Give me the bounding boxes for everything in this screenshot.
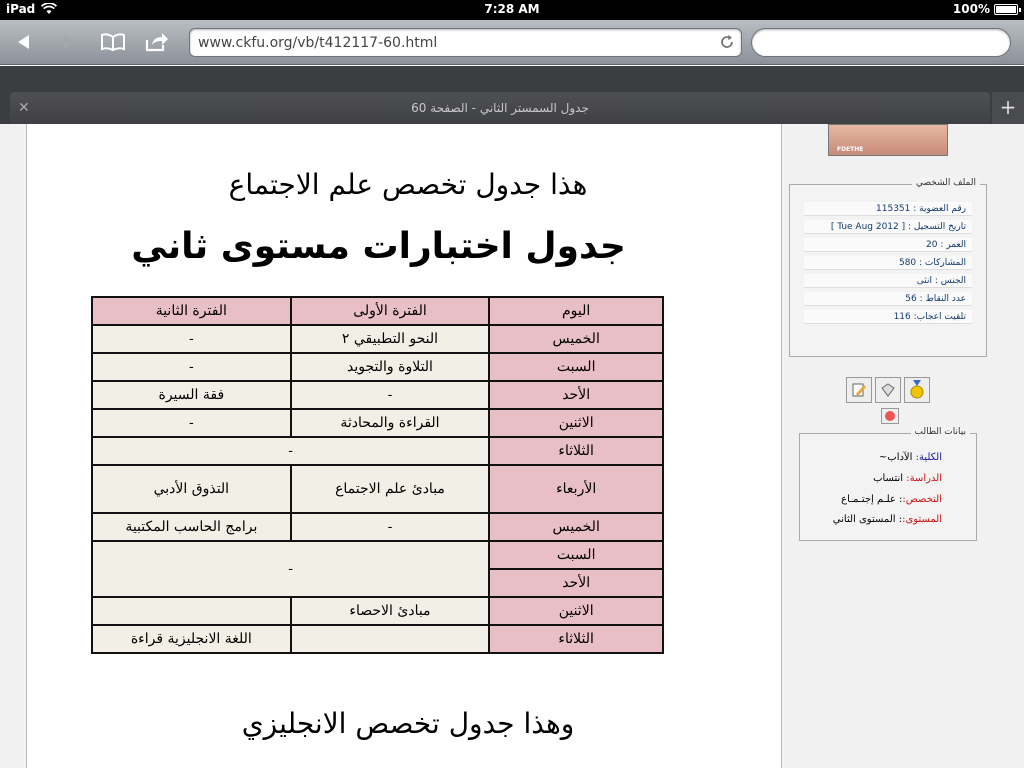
period1-cell — [291, 625, 490, 653]
level-value: : المستوى الثاني — [832, 514, 903, 525]
day-cell: الاثنين — [489, 409, 663, 437]
profile-member-id: رقم العضوية : 115351 — [804, 202, 972, 216]
period1-cell: - — [291, 513, 490, 541]
day-cell: الثلاثاء — [489, 625, 663, 653]
edit-icon[interactable] — [846, 377, 872, 403]
profile-box — [789, 178, 987, 357]
search-field[interactable] — [751, 28, 1011, 57]
college-label: الكلية: — [915, 452, 942, 463]
period2-cell: فقة السيرة — [92, 381, 291, 409]
schedule-table — [91, 296, 664, 654]
profile-likes: تلقيت اعجاب: 116 — [804, 310, 972, 324]
student-college — [879, 452, 942, 463]
day-cell: السبت — [489, 541, 663, 569]
user-action-icons — [846, 377, 930, 403]
medal-icon[interactable] — [904, 377, 930, 403]
profile-gender: الجنس : انثى — [804, 274, 972, 288]
profile-posts: المشاركات : 580 — [804, 256, 972, 270]
student-title: بيانات الطالب — [911, 427, 971, 437]
browser-toolbar — [0, 20, 1024, 65]
period2-cell: - — [92, 353, 291, 381]
header-period1: الفترة الأولى — [291, 297, 490, 325]
header-day: اليوم — [489, 297, 663, 325]
day-cell: الثلاثاء — [489, 437, 663, 465]
table-row — [92, 597, 663, 625]
major-value: : علـم إجتـمـاع — [841, 494, 903, 505]
table-row — [92, 625, 663, 653]
web-page — [0, 124, 1024, 768]
avatar[interactable] — [828, 124, 948, 156]
forward-button[interactable] — [54, 28, 84, 56]
period1-cell: - — [291, 381, 490, 409]
tab-bar — [0, 66, 1024, 124]
schedule-title: جدول اختبارات مستوى ثاني — [131, 226, 626, 267]
merged-cell: - — [92, 541, 489, 597]
clock: 7:28 AM — [484, 2, 540, 16]
address-bar[interactable] — [189, 28, 742, 57]
avatar-label: FDETHE — [837, 146, 864, 153]
period2-cell: - — [92, 325, 291, 353]
table-header-row — [92, 297, 663, 325]
table-row — [92, 465, 663, 513]
tab-title: جدول السمستر الثاني - الصفحة 60 — [411, 101, 589, 115]
period2-cell: برامج الحاسب المكتبية — [92, 513, 291, 541]
merged-cell: - — [92, 437, 489, 465]
student-study — [873, 473, 942, 484]
day-cell: الخميس — [489, 513, 663, 541]
heading-sociology: هذا جدول تخصص علم الاجتماع — [228, 168, 588, 201]
college-value: الآداب~ — [878, 452, 916, 463]
day-cell: الخميس — [489, 325, 663, 353]
close-tab-icon[interactable]: ✕ — [18, 100, 30, 116]
battery-icon — [994, 4, 1018, 15]
profile-title: الملف الشخصي — [912, 178, 980, 188]
student-major — [841, 494, 942, 505]
day-cell: الاثنين — [489, 597, 663, 625]
back-arrow-icon — [15, 33, 33, 51]
new-tab-button[interactable]: + — [992, 92, 1024, 124]
bookmarks-button[interactable] — [98, 28, 128, 56]
day-cell: الأربعاء — [489, 465, 663, 513]
period1-cell: القراءة والمحادثة — [291, 409, 490, 437]
day-cell: السبت — [489, 353, 663, 381]
study-value: انتساب — [873, 473, 907, 484]
student-info-box — [799, 427, 977, 541]
period2-cell: التذوق الأدبي — [92, 465, 291, 513]
day-cell: الأحد — [489, 381, 663, 409]
schedule-image — [91, 212, 666, 658]
period2-cell: - — [92, 409, 291, 437]
status-icon[interactable] — [881, 408, 899, 424]
table-row — [92, 409, 663, 437]
battery-percent: 100% — [952, 2, 990, 16]
share-icon — [145, 32, 169, 52]
table-row — [92, 325, 663, 353]
reload-icon[interactable] — [719, 34, 735, 50]
table-row — [92, 381, 663, 409]
table-row — [92, 513, 663, 541]
study-label: الدراسة: — [906, 473, 942, 484]
tab-active[interactable] — [10, 92, 990, 124]
period1-cell: مبادئ الاحصاء — [291, 597, 490, 625]
device-name: iPad — [6, 2, 36, 16]
period1-cell: النحو التطبيقي ٢ — [291, 325, 490, 353]
heading-english: وهذا جدول تخصص الانجليزي — [241, 707, 575, 740]
day-cell: الأحد — [489, 569, 663, 597]
header-period2: الفترة الثانية — [92, 297, 291, 325]
period2-cell — [92, 597, 291, 625]
profile-age: العمر : 20 — [804, 238, 972, 252]
period1-cell: مبادئ علم الاجتماع — [291, 465, 490, 513]
table-row — [92, 437, 663, 465]
forward-arrow-icon — [60, 33, 78, 51]
profile-join-date: تاريخ التسجيل : [ Tue Aug 2012 ] — [804, 220, 972, 234]
major-label: التخصص: — [902, 494, 942, 505]
level-label: المستوى: — [902, 514, 942, 525]
student-level — [833, 514, 942, 525]
period1-cell: التلاوة والتجويد — [291, 353, 490, 381]
url-text: www.ckfu.org/vb/t412117-60.html — [198, 35, 438, 51]
back-button[interactable] — [9, 28, 39, 56]
share-button[interactable] — [142, 28, 172, 56]
book-icon — [100, 33, 126, 51]
message-icon[interactable] — [875, 377, 901, 403]
table-row — [92, 353, 663, 381]
period2-cell: اللغة الانجليزية قراءة — [92, 625, 291, 653]
profile-points: عدد النقاط : 56 — [804, 292, 972, 306]
table-row — [92, 541, 663, 569]
status-bar — [0, 0, 1024, 20]
